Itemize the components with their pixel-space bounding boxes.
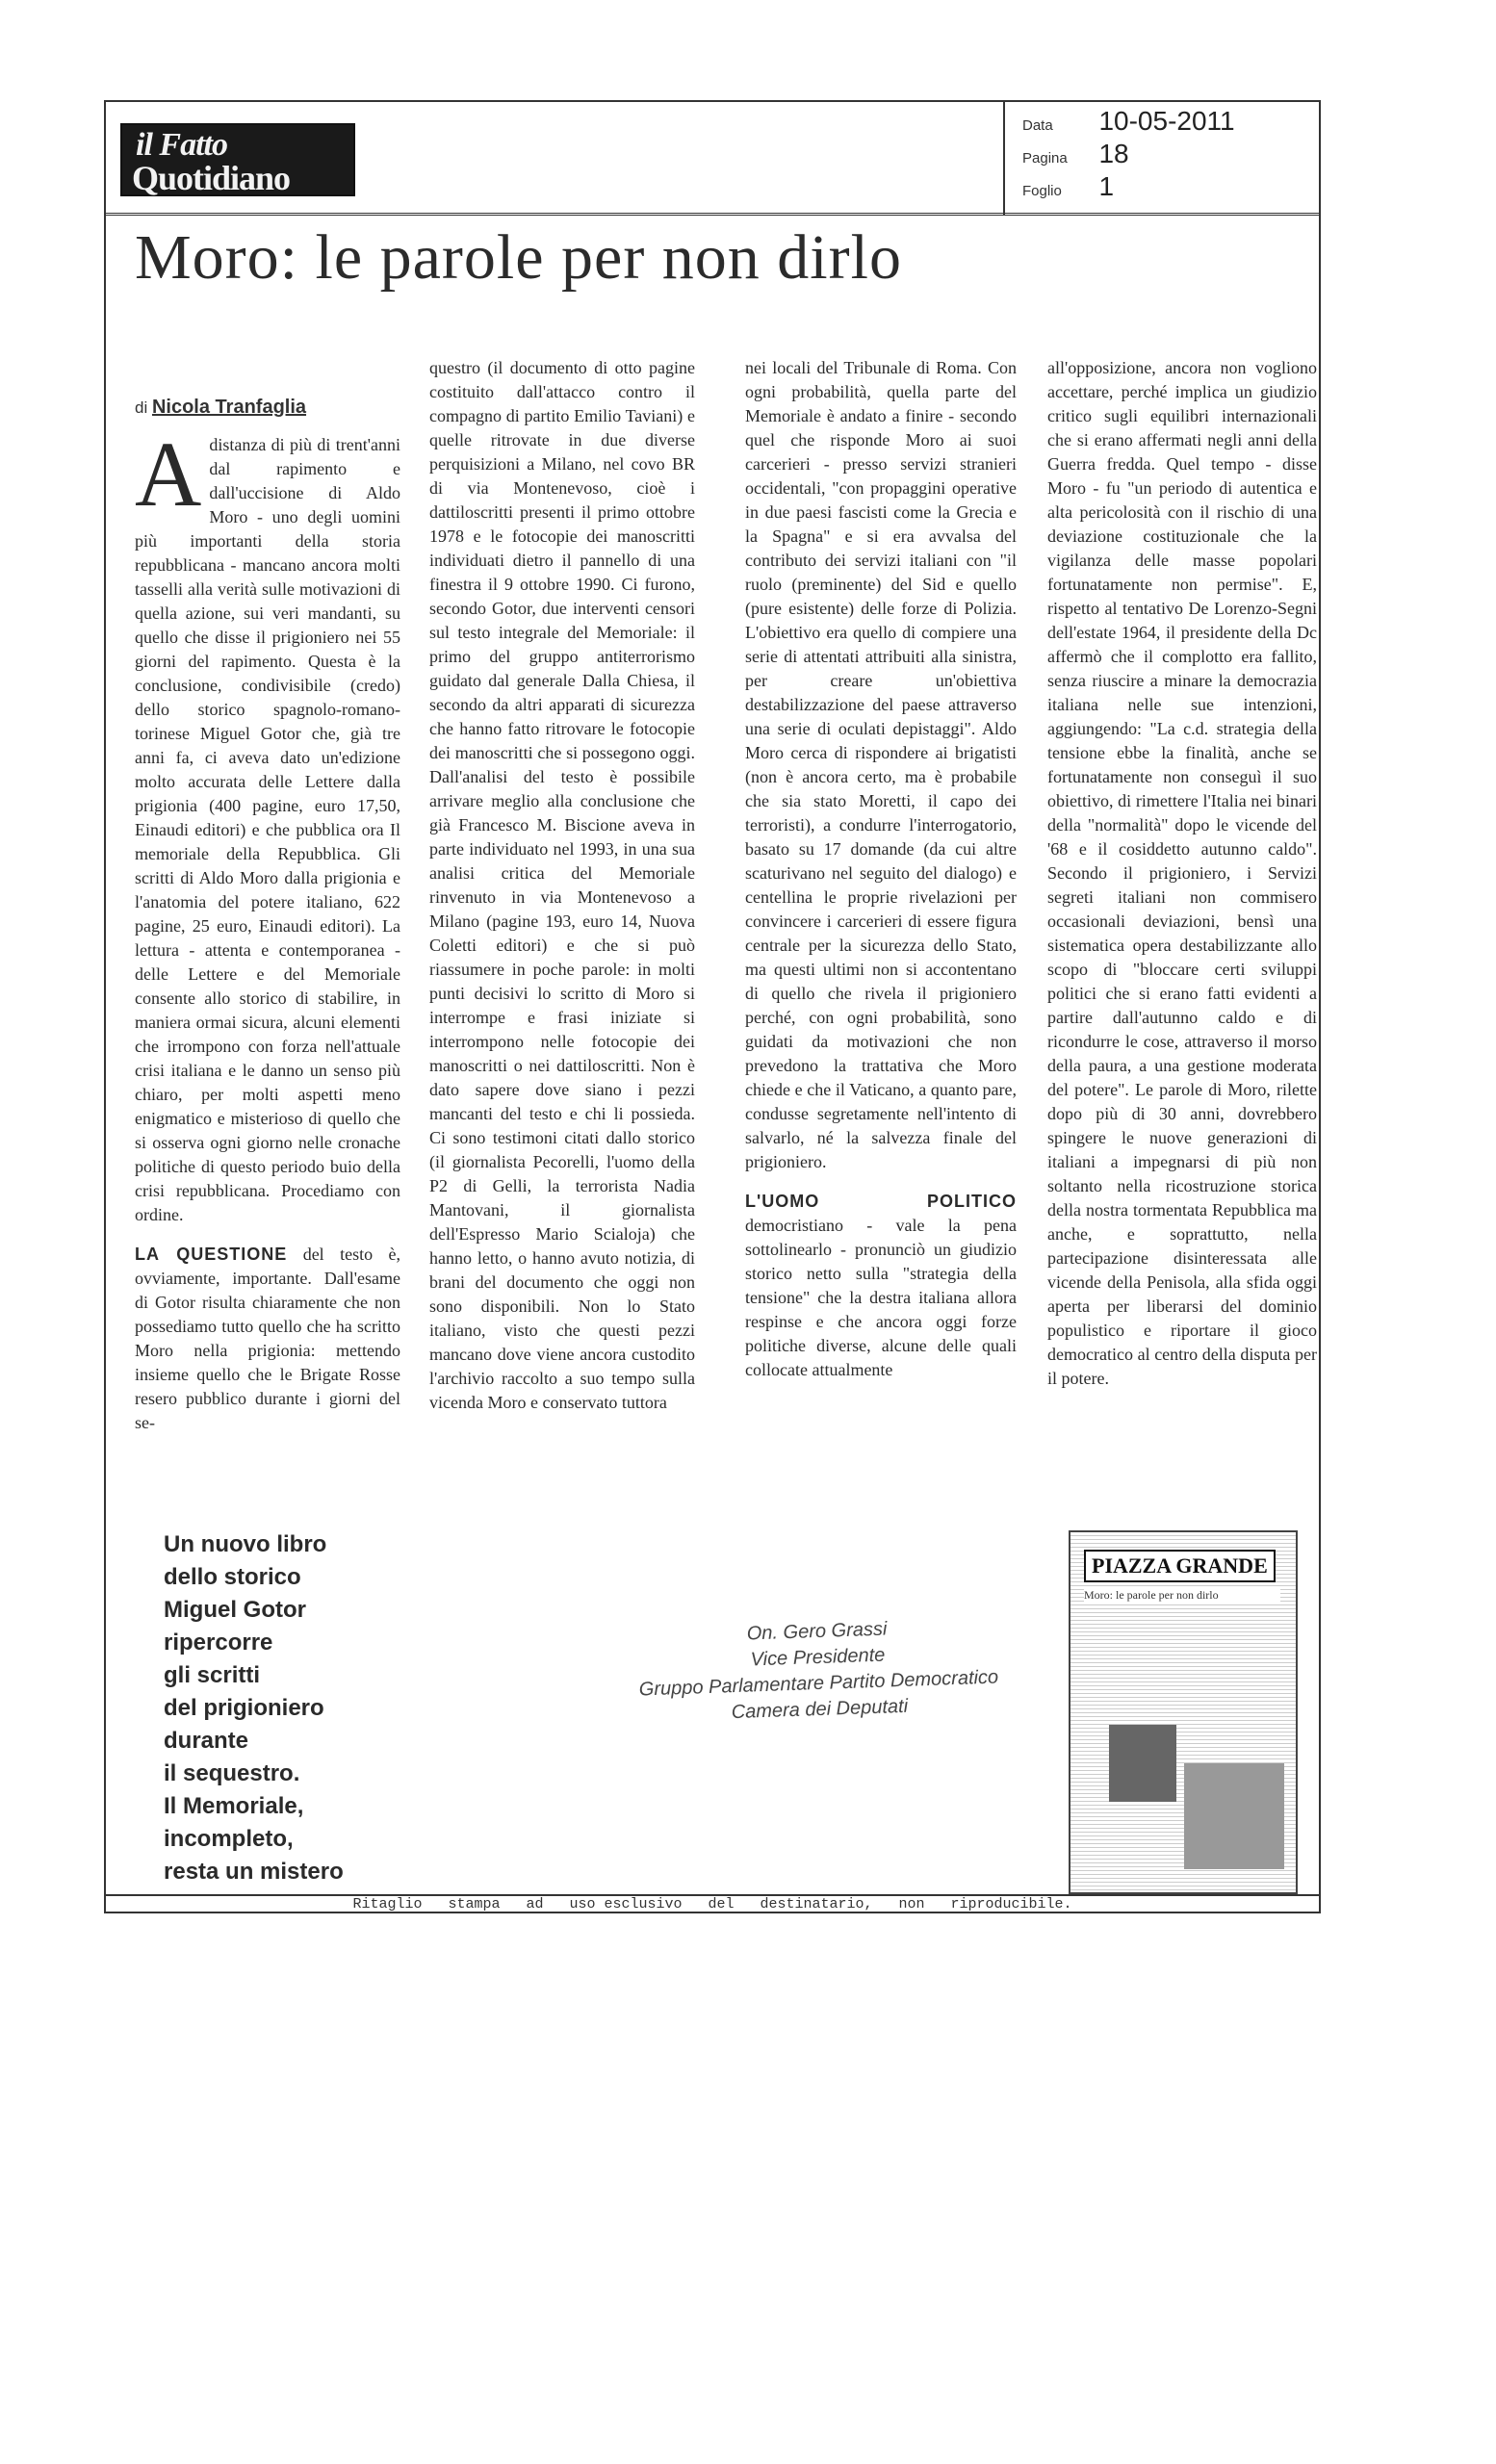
newspaper-logo bbox=[120, 123, 355, 196]
signature-role: Vice Presidente bbox=[750, 1644, 886, 1671]
meta-data-row bbox=[1022, 106, 1235, 137]
pull-quote-line: dello storico bbox=[164, 1564, 301, 1590]
pull-quote-line: ripercorre bbox=[164, 1630, 273, 1656]
paragraph-text: all'opposizione, ancora non vogliono accettare, perché implica un giudizio critico sugli equilibri internazionali che si erano affermati negli anni della Guerra fredda. Quel tempo - disse Moro - fu "un periodo di autentica e alta pericolosità con il rischio di una deviazione costituzionale che la vigilanza delle masse popolari fortunatamente non permise". E, rispetto al tentativo De Lorenzo-Segni dell'estate 1964, il presidente della Dc affermò che il complotto era fallito, senza riuscire a minare la democrazia italiana nelle sue intenzioni, aggiungendo: "La c.d. strategia della tensione ebbe la finalità, anche se fortunatamente non conseguì il suo obiettivo, di rimettere l'Italia nei binari della "normalità" dopo le vicende del '68 e il cosiddetto autunno caldo". Secondo il prigioniero, i Servizi segreti italiani non commisero occasionali deviazioni, bensì una sistematica opera destabilizzante allo scopo di "bloccare certi sviluppi politici che si erano fatti evidenti a partire dall'autunno caldo e di ricondurre le cose, attraverso il morso della paura, a una gestione moderata del potere". Le parole di Moro, rilette dopo più di 30 anni, dovrebbero spingere le nuove generazioni di italiani a impegnarsi di più non soltanto nella ricostruzione storica della nostra tormentata Repubblica ma anche, e soprattutto, nella partecipazione disinteressata alle vicende della Penisola, alla sfida oggi aperta per liberarsi del dominio populistico e riportare il gioco democratico al centro della disputa per il potere. bbox=[1047, 358, 1317, 1388]
pull-quote-line: durante bbox=[164, 1728, 249, 1754]
page-thumbnail bbox=[1069, 1530, 1298, 1894]
paragraph-text: del testo è, ovviamente, importante. Dall'esame di Gotor risulta chiaramente che non possediamo tutto quello che ha scritto Moro nella prigionia: mettendo insieme quello che le Brigate Rosse resero pubblico durante i giorni del se- bbox=[135, 1245, 400, 1432]
thumbnail-photo bbox=[1109, 1725, 1176, 1802]
signature-stamp bbox=[595, 1611, 1041, 1731]
meta-data-label: Data bbox=[1022, 117, 1053, 134]
paragraph-text: questro (il documento di otto pagine costituito dall'attacco contro il compagno di partito Emilio Taviani) e quelle ritrovate in due diverse perquisizioni a Milano, nel covo BR di via Montenevoso, cioè i dattiloscritti presenti il primo ottobre 1978 e le fotocopie dei manoscritti individuati dietro il pannello di una finestra il 9 ottobre 1990. Ci furono, secondo Gotor, due interventi censori sul testo integrale del Memoriale: il primo del gruppo antiterrorismo guidato dal generale Dalla Chiesa, il secondo da altri apparati di sicurezza che hanno fatto ritrovare le fotocopie dei manoscritti che si possegono oggi. Dall'analisi del testo è possibile arrivare meglio alla conclusione che già Francesco M. Biscione aveva in parte individuato nel 1993, in una sua analisi critica del Memoriale rinvenuto in via Montenevoso a Milano (pagine 193, euro 14, Nuova Coletti editori) e che si può riassumere in poche parole: in molti punti decisivi lo scritto di Moro si interrompe e frasi iniziate si interrompono nelle fotocopie dei manoscritti o nei dattiloscritti. Non è dato sapere dove siano i pezzi mancanti del testo e chi li possieda. Ci sono testimoni citati dallo storico (il giornalista Pecorelli, l'uomo della P2 di Gelli, la terrorista Nadia Mantovani, il giornalista dell'Espresso Mario Scialoja) che hanno letto, o hanno avuto notizia, di brani del documento che oggi non sono disponibili. Non lo Stato italiano, visto che questi pezzi mancano dove viene ancora custodito l'archivio raccolto a suo tempo sulla vicenda Moro e conservato tuttora bbox=[429, 358, 695, 1412]
paragraph-text: nei locali del Tribunale di Roma. Con ogni probabilità, quella parte del Memoriale è andato a finire - secondo quel che risponde Moro ai suoi carcerieri - presso servizi stranieri occidentali, "con propaggini operative in due paesi fascisti come la Grecia e la Spagna" e si era avvalsa del contributo dei servizi italiani con "il ruolo (preminente) del Sid e quello (pure esistente) delle forze di Polizia. L'obiettivo era quello di compiere una serie di attentati attribuiti alla sinistra, per creare un'obiettiva destabilizzazione del paese attraverso una serie di oculati depistaggi". Aldo Moro cerca di rispondere ai brigatisti (non è ancora certo, ma è probabile che sia stato Moretti, il capo dei terroristi), a condurre l'interrogatorio, basato su 17 domande (da cui altre scaturivano nel seguito del dialogo) e centellina le proprie rivelazioni per convincere i carcerieri di essere figura centrale per la sicurezza dello Stato, ma questi ultimi non si accontentano di quello che rivela il prigioniero perché, con ogni probabilità, sono guidati da motivazioni che non prevedono la trattativa che Moro chiede e che il Vaticano, a quanto pare, condusse segretamente nell'intento di salvarlo, né la salvezza finale del prigioniero. bbox=[745, 358, 1017, 1171]
section-subhead: LA QUESTIONE bbox=[135, 1245, 288, 1264]
meta-pagina-label: Pagina bbox=[1022, 150, 1068, 167]
pull-quote-line: resta un mistero bbox=[164, 1859, 344, 1885]
article-column-3 bbox=[745, 356, 1017, 1382]
article-paragraph bbox=[135, 423, 400, 1227]
article-paragraph bbox=[135, 1243, 400, 1435]
article-paragraph bbox=[745, 1190, 1017, 1382]
pull-quote-line: incompleto, bbox=[164, 1826, 294, 1852]
signature-name: On. Gero Grassi bbox=[746, 1618, 888, 1645]
article-column-4 bbox=[1047, 356, 1317, 1391]
article-headline: Moro: le parole per non dirlo bbox=[135, 222, 902, 293]
meta-foglio-row bbox=[1022, 171, 1114, 202]
thumbnail-headline: Moro: le parole per non dirlo bbox=[1084, 1588, 1280, 1603]
signature-institution: Camera dei Deputati bbox=[731, 1695, 909, 1724]
meta-pagina-value: 18 bbox=[1098, 139, 1129, 168]
pull-quote-line: il sequestro. bbox=[164, 1760, 300, 1786]
pull-quote-line: Un nuovo libro bbox=[164, 1531, 327, 1557]
section-subhead: L'UOMO POLITICO bbox=[745, 1192, 1017, 1211]
meta-foglio-label: Foglio bbox=[1022, 183, 1062, 199]
footer-disclaimer: Ritaglio stampa ad uso esclusivo del destinatario, non riproducibile. bbox=[352, 1896, 1072, 1912]
logo-line1: il Fatto bbox=[136, 127, 227, 163]
thumbnail-section: PIAZZA GRANDE bbox=[1084, 1550, 1276, 1582]
paragraph-text: distanza di più di trent'anni dal rapimento e dall'uccisione di Aldo Moro - uno degli uomini più importanti della storia repubblicana - mancano ancora molti tasselli alla verità sulle motivazioni di quella azione, sui veri mandanti, su quello che disse il prigioniero nei 55 giorni del rapimento. Questa è la conclusione, condivisibile (credo) dello storico spagnolo-romano-torinese Miguel Gotor che, già tre anni fa, ci aveva dato un'edizione molto accurata delle Lettere dalla prigionia (400 pagine, euro 17,50, Einaudi editori) e che pubblica ora Il memoriale della Repubblica. Gli scritti di Aldo Moro dalla prigionia e l'anatomia del potere italiano, 622 pagine, 25 euro, Einaudi editori). La lettura - attenta e contemporanea - delle Lettere e del Memoriale consente allo storico di stabilire, in maniera ormai sicura, alcuni elementi che irrompono con forza nell'attuale crisi italiana e le danno un senso più chiaro, per molti aspetti meno enigmatico e misterioso di quello che si osserva ogni giorno nelle cronache politiche di questo periodo buio della crisi repubblicana. Procediamo con ordine. bbox=[135, 435, 400, 1224]
logo-line2: Quotidiano bbox=[132, 159, 291, 197]
thumbnail-photo bbox=[1184, 1763, 1284, 1869]
meta-box bbox=[1003, 100, 1321, 216]
paragraph-text: democristiano - vale la pena sottolinearlo - pronunciò un giudizio storico netto sulla "strategia della tensione" che la destra italiana allora respinse e che ancora oggi forze politiche diverse, alcune delle quali collocate attualmente bbox=[745, 1216, 1017, 1379]
signature-group: Gruppo Parlamentare Partito Democratico bbox=[638, 1666, 999, 1701]
pull-quote-line: Il Memoriale, bbox=[164, 1793, 304, 1819]
pull-quote-line: gli scritti bbox=[164, 1662, 261, 1688]
drop-cap: A bbox=[135, 423, 202, 526]
pull-quote bbox=[164, 1528, 395, 1888]
byline-author: Nicola Tranfaglia bbox=[151, 397, 307, 418]
meta-pagina-row bbox=[1022, 139, 1129, 169]
byline-prefix: di bbox=[135, 398, 148, 417]
pull-quote-line: del prigioniero bbox=[164, 1695, 324, 1721]
article-column-1 bbox=[135, 423, 400, 1435]
byline bbox=[135, 397, 306, 419]
meta-data-value: 10-05-2011 bbox=[1098, 106, 1235, 136]
pull-quote-line: Miguel Gotor bbox=[164, 1597, 306, 1623]
meta-foglio-value: 1 bbox=[1098, 171, 1115, 201]
article-column-2 bbox=[429, 356, 695, 1415]
